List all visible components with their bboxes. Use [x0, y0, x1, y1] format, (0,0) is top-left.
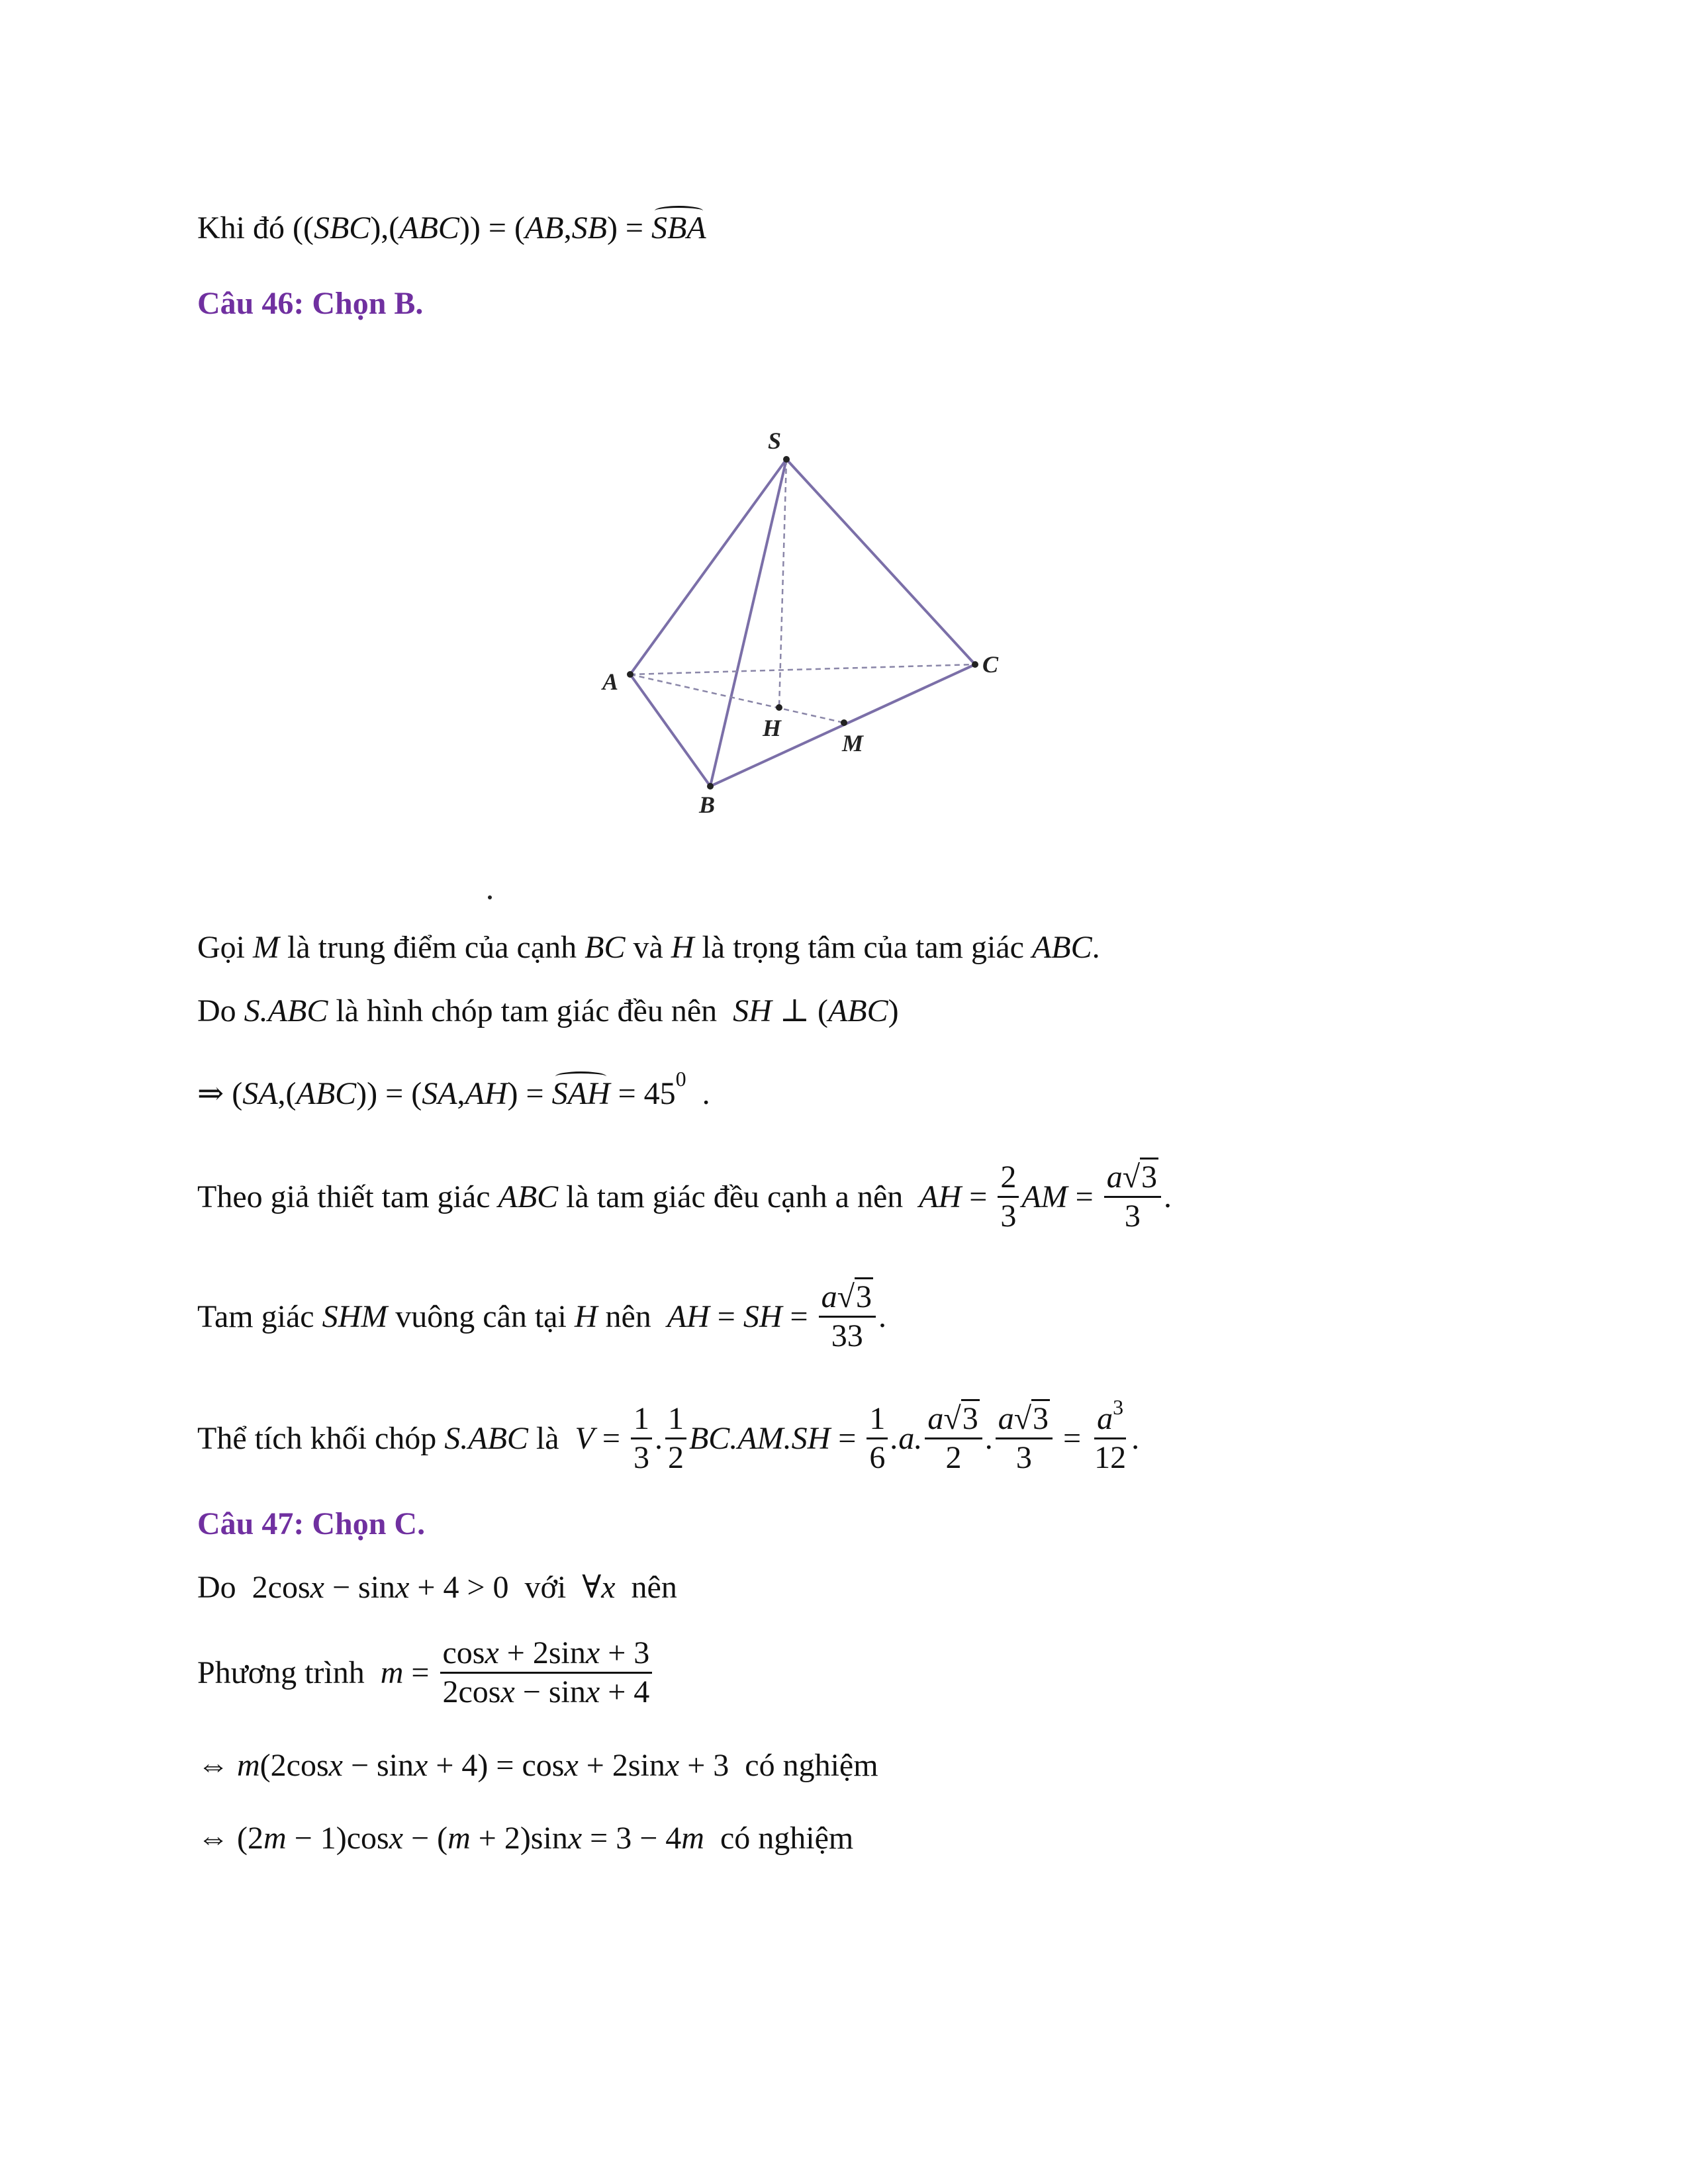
math-symbol: x	[395, 1569, 410, 1605]
math-symbol: ABC	[1031, 929, 1092, 965]
numerator	[440, 1637, 653, 1674]
pyramid-figure	[0, 0, 1688, 927]
text-run: ) =	[507, 1075, 552, 1111]
text-run: + 2sin	[578, 1747, 665, 1783]
text-line-do-2cos	[197, 1567, 677, 1607]
numerator	[631, 1400, 652, 1439]
text-run: ⊥ (	[771, 993, 828, 1028]
radical-sign-icon: √	[943, 1400, 961, 1436]
text-line-phuong-trinh	[197, 1635, 655, 1709]
math-symbol: H	[574, 1298, 598, 1334]
point-b	[707, 783, 714, 790]
radicand: 3	[961, 1399, 980, 1436]
text-run: là	[528, 1420, 575, 1456]
text-run: có nghiệm	[704, 1820, 854, 1856]
math-symbol: x	[585, 1674, 600, 1709]
math-symbol: S.ABC	[244, 993, 328, 1028]
text-run: là tam giác đều cạnh a nên	[558, 1179, 919, 1214]
fraction	[867, 1400, 888, 1475]
math-symbol: a	[1106, 1159, 1123, 1195]
denominator	[665, 1439, 686, 1474]
text-run: 2	[667, 1439, 684, 1475]
square-root	[1013, 1400, 1050, 1436]
math-symbol: AM	[1021, 1179, 1068, 1214]
text-run: là trọng tâm của tam giác	[694, 929, 1032, 965]
text-line-tuong-duong-1	[197, 1745, 878, 1785]
text-run: 2	[945, 1439, 962, 1475]
fraction	[440, 1637, 653, 1708]
math-symbol: x	[601, 1569, 616, 1605]
point-m	[841, 719, 847, 726]
text-run: 12	[1094, 1439, 1127, 1475]
text-run: ,	[457, 1075, 465, 1111]
fraction	[665, 1400, 686, 1475]
text-run: Thể tích khối chóp	[197, 1420, 445, 1456]
edge-sc	[786, 459, 975, 664]
denominator	[943, 1439, 964, 1474]
radicand: 3	[1140, 1158, 1158, 1195]
math-symbol: SH	[743, 1298, 782, 1334]
math-symbol: ABC	[498, 1179, 559, 1214]
text-run: = 45	[610, 1075, 676, 1111]
text-run: là trung điểm của cạnh	[279, 929, 585, 965]
fraction	[998, 1161, 1019, 1232]
text-run: 3	[1124, 1198, 1141, 1234]
math-symbol: x	[389, 1820, 404, 1856]
edge-ac-hidden	[630, 664, 975, 674]
text-run: Gọi	[197, 929, 253, 965]
denominator	[998, 1198, 1019, 1232]
superscript: 0	[675, 1066, 686, 1091]
text-run: và	[625, 929, 671, 965]
square-root	[837, 1281, 873, 1313]
math-symbol: x	[485, 1635, 499, 1670]
text-line-goc-sa	[197, 1066, 710, 1113]
denominator	[867, 1439, 888, 1474]
text-run: 3	[633, 1439, 649, 1475]
radical-sign-icon: √	[1122, 1159, 1141, 1195]
math-symbol: a	[1097, 1400, 1113, 1436]
radical-sign-icon: √	[1013, 1400, 1032, 1436]
text-run: Phương trình	[197, 1655, 381, 1690]
math-symbol: .a.	[890, 1420, 923, 1456]
math-symbol: S.ABC	[444, 1420, 528, 1456]
text-run: + 4	[600, 1674, 650, 1709]
text-run: =	[1067, 1179, 1102, 1214]
segment-am-hidden	[630, 674, 844, 723]
text-run: + 2sin	[498, 1635, 586, 1670]
text-run: + 4) = cos	[428, 1747, 565, 1783]
math-symbol: x	[564, 1747, 579, 1783]
text-run: + 2)sin	[470, 1820, 568, 1856]
text-run: .	[984, 1420, 993, 1456]
edge-sa	[630, 459, 786, 674]
text-run: 33	[831, 1318, 863, 1353]
text-run: vuông cân tại	[387, 1298, 575, 1334]
text-run: 1	[633, 1400, 649, 1436]
text-run: cos	[442, 1635, 485, 1670]
text-run: =	[830, 1420, 865, 1456]
math-symbol: a	[821, 1279, 837, 1314]
text-run: ,(	[277, 1075, 297, 1111]
label-s: S	[768, 428, 782, 454]
text-line-tam-giac-shm	[197, 1279, 886, 1353]
point-a	[627, 671, 633, 678]
math-symbol: m	[681, 1820, 704, 1856]
text-run: =	[709, 1298, 743, 1334]
numerator	[998, 1161, 1019, 1198]
text-run: nên	[597, 1298, 667, 1334]
text-run: .	[686, 1075, 710, 1111]
denominator	[1092, 1439, 1129, 1474]
math-symbol: x	[414, 1747, 428, 1783]
text-run: − sin	[514, 1674, 586, 1709]
denominator	[1122, 1198, 1143, 1232]
math-symbol: H	[671, 929, 694, 965]
text-run: =	[403, 1655, 438, 1690]
text-run: 1	[667, 1400, 684, 1436]
text-run: =	[594, 1420, 628, 1456]
text-run: Khi đó	[197, 210, 293, 246]
math-symbol: SHM	[322, 1298, 388, 1334]
superscript: 3	[1113, 1394, 1124, 1419]
text-line-goi-m	[197, 927, 1100, 967]
text-run: 3	[1000, 1198, 1017, 1234]
radicand: 3	[855, 1277, 873, 1314]
text-run: ⇔ (2	[197, 1820, 263, 1856]
text-run: =	[782, 1298, 816, 1334]
math-symbol: ABC	[399, 210, 459, 246]
label-h: H	[763, 715, 782, 741]
text-run: (2cos	[259, 1747, 329, 1783]
text-run: là hình chóp tam giác đều nên	[328, 993, 733, 1028]
text-run: )	[888, 993, 899, 1028]
angle-symbol: SAH	[551, 1075, 610, 1111]
text-line-tuong-duong-2	[197, 1818, 853, 1858]
stray-dot	[488, 895, 492, 899]
math-symbol: SA	[422, 1075, 457, 1111]
text-run: + 4 > 0 với ∀	[409, 1570, 602, 1605]
fraction	[1092, 1394, 1129, 1475]
text-run: ) =	[606, 210, 651, 246]
text-run: 2	[1000, 1159, 1017, 1195]
text-run: Do 2cos	[197, 1569, 310, 1605]
text-run: ⇒ (	[197, 1076, 243, 1111]
text-line-the-tich	[197, 1394, 1140, 1475]
fraction	[819, 1281, 876, 1352]
text-run: ((	[293, 210, 314, 246]
math-symbol: AH	[667, 1298, 710, 1334]
math-symbol: m	[263, 1820, 287, 1856]
text-run: )) = (	[459, 210, 525, 246]
text-run: Do	[197, 993, 244, 1028]
text-run: Tam giác	[197, 1298, 322, 1334]
math-symbol: ABC	[827, 993, 888, 1028]
label-m: M	[842, 730, 864, 756]
text-run: .	[1131, 1420, 1140, 1456]
math-symbol: x	[500, 1674, 515, 1709]
numerator	[996, 1400, 1053, 1439]
text-run: 1	[869, 1400, 886, 1436]
text-run: .	[654, 1420, 663, 1456]
fraction	[1104, 1161, 1161, 1232]
text-run: − (	[403, 1820, 448, 1856]
math-symbol: x	[328, 1747, 343, 1783]
text-run: − 1)cos	[286, 1820, 389, 1856]
math-symbol: a	[927, 1400, 944, 1436]
denominator	[1013, 1439, 1035, 1474]
label-b: B	[699, 792, 716, 818]
fraction	[996, 1400, 1053, 1475]
denominator	[440, 1674, 653, 1708]
math-symbol: a	[998, 1400, 1014, 1436]
fraction	[631, 1400, 652, 1475]
math-symbol: m	[447, 1820, 471, 1856]
numerator	[1104, 1161, 1161, 1198]
numerator	[665, 1400, 686, 1439]
text-run: .	[1164, 1179, 1172, 1214]
square-root	[943, 1400, 979, 1436]
fraction	[925, 1400, 982, 1475]
text-run: 3	[1015, 1439, 1032, 1475]
math-symbol: BC.AM.SH	[688, 1420, 831, 1456]
math-symbol: V	[575, 1420, 594, 1456]
math-symbol: x	[585, 1635, 600, 1670]
math-symbol: BC	[585, 929, 626, 965]
text-run: =	[961, 1179, 996, 1214]
math-symbol: m	[380, 1655, 404, 1690]
numerator	[925, 1400, 982, 1439]
math-symbol: SH	[733, 993, 772, 1028]
label-c: C	[982, 651, 999, 678]
point-c	[972, 661, 978, 668]
text-run: Câu 47: Chọn C.	[197, 1506, 426, 1541]
math-symbol: M	[253, 929, 279, 965]
denominator	[631, 1439, 652, 1474]
point-h	[776, 704, 782, 711]
text-run: )) = (	[356, 1075, 422, 1111]
math-symbol: m	[237, 1747, 260, 1783]
math-symbol: ABC	[296, 1075, 357, 1111]
math-symbol: x	[567, 1820, 583, 1856]
text-run: + 3 có nghiệm	[679, 1747, 878, 1783]
text-run: .	[878, 1298, 886, 1334]
text-run: =	[1055, 1420, 1090, 1456]
text-run: ⇔	[197, 1747, 237, 1783]
radicand: 3	[1031, 1399, 1050, 1436]
math-symbol: AH	[919, 1179, 962, 1214]
text-run: − sin	[342, 1747, 414, 1783]
text-run: ,	[563, 210, 572, 246]
text-run: Câu 46: Chọn B.	[197, 285, 424, 321]
text-run: Theo giả thiết tam giác	[197, 1179, 498, 1214]
math-symbol: SB	[571, 210, 607, 246]
text-line-do-sabc	[197, 991, 899, 1030]
text-run: .	[1092, 929, 1100, 965]
math-symbol: AH	[465, 1075, 508, 1111]
text-run: = 3 − 4	[582, 1820, 682, 1856]
text-run: ),(	[370, 210, 400, 246]
square-root	[1123, 1161, 1158, 1193]
numerator	[867, 1400, 888, 1439]
denominator	[829, 1318, 866, 1352]
numerator	[1094, 1394, 1126, 1439]
numerator	[819, 1281, 876, 1318]
math-symbol: AB	[524, 210, 564, 246]
label-a: A	[602, 668, 619, 695]
text-line-theo-gia-thiet	[197, 1159, 1172, 1234]
radical-sign-icon: √	[837, 1279, 855, 1314]
text-run: − sin	[324, 1569, 396, 1605]
math-symbol: x	[665, 1747, 680, 1783]
cau-47-heading	[197, 1504, 425, 1543]
edge-ab	[630, 674, 710, 786]
math-symbol: SA	[242, 1075, 278, 1111]
text-run: + 3	[600, 1635, 650, 1670]
text-run: 6	[869, 1439, 886, 1475]
math-symbol: x	[310, 1569, 324, 1605]
math-symbol: SBC	[313, 210, 371, 246]
angle-symbol: SBA	[651, 210, 706, 246]
text-run: 2cos	[442, 1674, 501, 1709]
text-run: nên	[615, 1569, 677, 1605]
point-s	[783, 456, 790, 463]
